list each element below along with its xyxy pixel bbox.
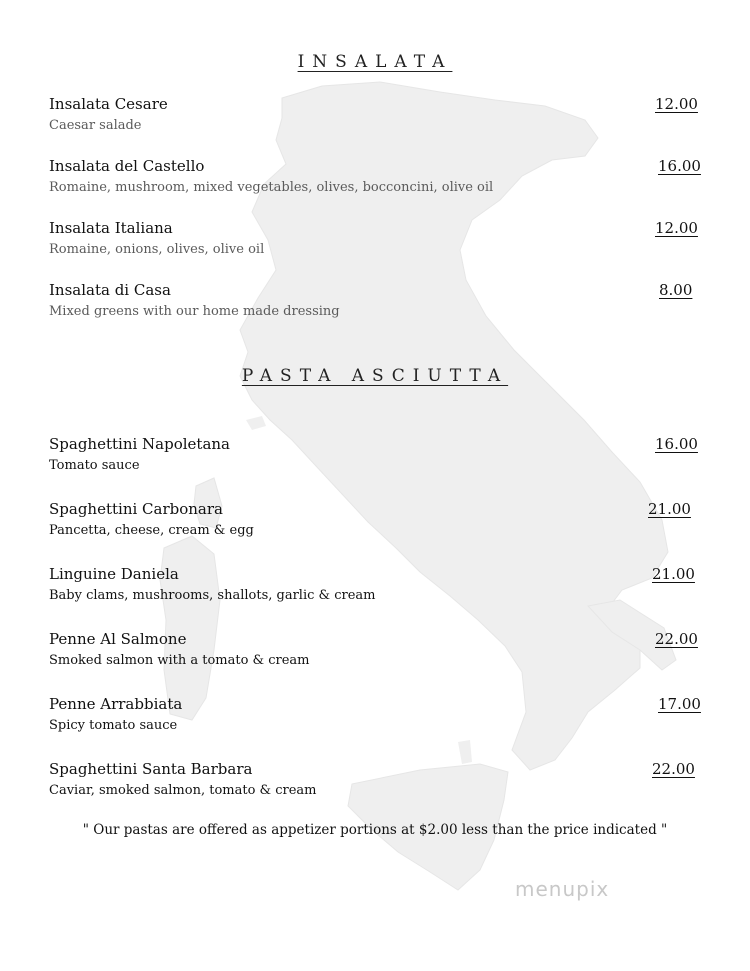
appetizer-note: " Our pastas are offered as appetizer portions at $2.00 less than the price indicated " bbox=[82, 822, 668, 838]
section-title-insalata: INSALATA bbox=[297, 52, 453, 72]
menu-item bbox=[49, 95, 168, 133]
item-description: Spicy tomato sauce bbox=[49, 718, 178, 733]
item-price: 21.00 bbox=[648, 500, 691, 518]
section-title-pasta: PASTA ASCIUTTA bbox=[241, 366, 509, 386]
item-name: Insalata Cesare bbox=[49, 95, 168, 113]
item-name: Penne Arrabbiata bbox=[49, 695, 183, 713]
item-price: 21.00 bbox=[652, 565, 695, 583]
item-price: 16.00 bbox=[655, 435, 698, 453]
item-description: Caviar, smoked salmon, tomato & cream bbox=[49, 783, 317, 798]
small-island-shape bbox=[458, 740, 472, 764]
menu-item bbox=[49, 219, 264, 257]
menu-item bbox=[49, 695, 182, 733]
menu-item bbox=[49, 281, 340, 319]
item-name: Insalata Italiana bbox=[49, 219, 173, 237]
item-price: 8.00 bbox=[659, 281, 693, 299]
item-description: Smoked salmon with a tomato & cream bbox=[49, 653, 310, 668]
item-price: 16.00 bbox=[658, 157, 701, 175]
item-name: Insalata del Castello bbox=[49, 157, 205, 175]
elba-island-shape bbox=[246, 416, 266, 430]
sardinia-shape bbox=[160, 536, 220, 720]
menu-item bbox=[49, 760, 317, 798]
item-price: 12.00 bbox=[655, 219, 698, 237]
item-name: Penne Al Salmone bbox=[49, 630, 187, 648]
item-description: Romaine, onions, olives, olive oil bbox=[49, 242, 265, 257]
item-price: 22.00 bbox=[655, 630, 698, 648]
menu-item bbox=[49, 435, 230, 473]
item-name: Linguine Daniela bbox=[49, 565, 179, 583]
item-description: Baby clams, mushrooms, shallots, garlic & cream bbox=[49, 588, 376, 603]
item-name: Spaghettini Carbonara bbox=[49, 500, 223, 518]
item-price: 12.00 bbox=[655, 95, 698, 113]
item-name: Spaghettini Santa Barbara bbox=[49, 760, 253, 778]
menu-item bbox=[49, 157, 493, 195]
item-description: Caesar salade bbox=[49, 118, 142, 133]
menu-item bbox=[49, 500, 254, 538]
menupix-watermark: menupix bbox=[515, 877, 610, 901]
item-description: Pancetta, cheese, cream & egg bbox=[49, 523, 254, 538]
item-price: 17.00 bbox=[658, 695, 701, 713]
item-name: Insalata di Casa bbox=[49, 281, 171, 299]
item-name: Spaghettini Napoletana bbox=[49, 435, 230, 453]
item-description: Mixed greens with our home made dressing bbox=[49, 304, 340, 319]
item-price: 22.00 bbox=[652, 760, 695, 778]
item-description: Romaine, mushroom, mixed vegetables, olives, bocconcini, olive oil bbox=[49, 180, 494, 195]
menu-item bbox=[49, 630, 310, 668]
item-description: Tomato sauce bbox=[49, 458, 140, 473]
menu-item bbox=[49, 565, 376, 603]
